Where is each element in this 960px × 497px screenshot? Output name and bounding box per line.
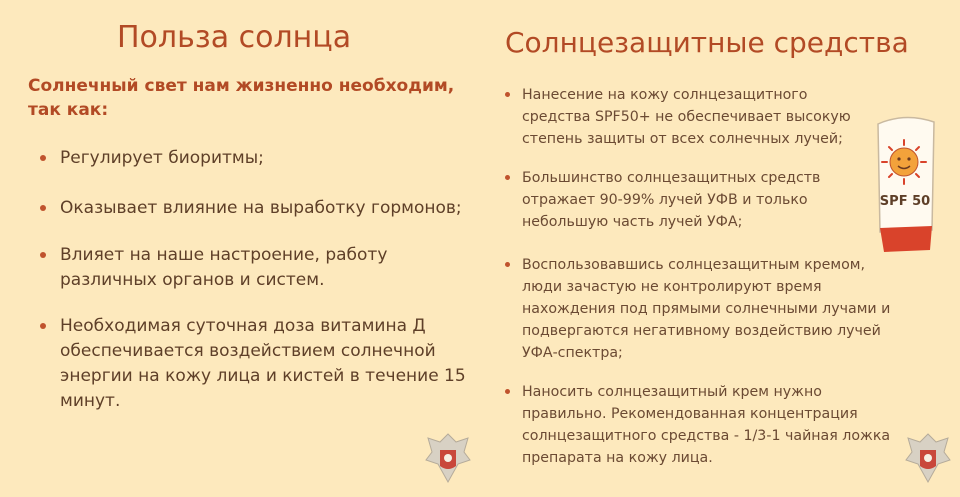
list-item — [40, 243, 470, 293]
bullet-icon — [505, 92, 510, 97]
list-item — [40, 196, 470, 221]
list-item-text: Влияет на наше настроение, работу различных органов и систем. — [60, 245, 388, 290]
bullet-icon — [40, 323, 46, 329]
sunscreen-tube-icon — [870, 110, 940, 264]
left-column-title: Польза солнца — [117, 20, 352, 55]
bullet-icon — [505, 389, 510, 394]
left-column-intro: Солнечный свет нам жизненно необходим, так как: — [28, 76, 455, 120]
right-column-title: Солнцезащитные средства — [505, 26, 909, 59]
list-item — [505, 167, 822, 233]
sunscreen-tube-graphic — [870, 110, 940, 260]
tube-label: SPF 50 — [879, 194, 931, 209]
list-item-text: Регулирует биоритмы; — [60, 148, 264, 168]
list-item-text: Наносить солнцезащитный крем нужно правильно. Рекомендованная концентрация солнцезащитного средства - 1/3-1 чайная ложка препарата на кожу лица. — [522, 384, 891, 466]
bullet-icon — [505, 262, 510, 267]
list-item-text: Воспользовавшись солнцезащитным кремом, люди зачастую не контролируют время нахождения под прямыми солнечными лучами и подвергаются негативному воздействию лучей УФА-спектра; — [522, 257, 891, 361]
bullet-icon — [40, 205, 46, 211]
sunscreen-list — [505, 84, 897, 486]
list-item-text: Нанесение на кожу солнцезащитного средства SPF50+ не обеспечивает высокую степень защиты от всех солнечных лучей; — [522, 87, 851, 147]
list-item — [505, 381, 897, 469]
list-item-text: Оказывает влияние на выработку гормонов; — [60, 198, 462, 218]
list-item-text: Необходимая суточная доза витамина Д обеспечивается воздействием солнечной энергии на кожу лица и кистей в течение 15 минут. — [60, 316, 466, 411]
benefits-list — [40, 146, 470, 439]
list-item — [40, 314, 470, 414]
list-item — [505, 254, 897, 364]
emblem-icon — [900, 428, 956, 492]
bullet-icon — [505, 175, 510, 180]
list-item — [505, 84, 862, 150]
emblem-icon — [420, 428, 476, 492]
list-item — [40, 146, 470, 171]
bullet-icon — [40, 155, 46, 161]
list-item-text: Большинство солнцезащитных средств отражает 90-99% лучей УФВ и только небольшую часть лучей УФА; — [522, 170, 821, 230]
bullet-icon — [40, 252, 46, 258]
